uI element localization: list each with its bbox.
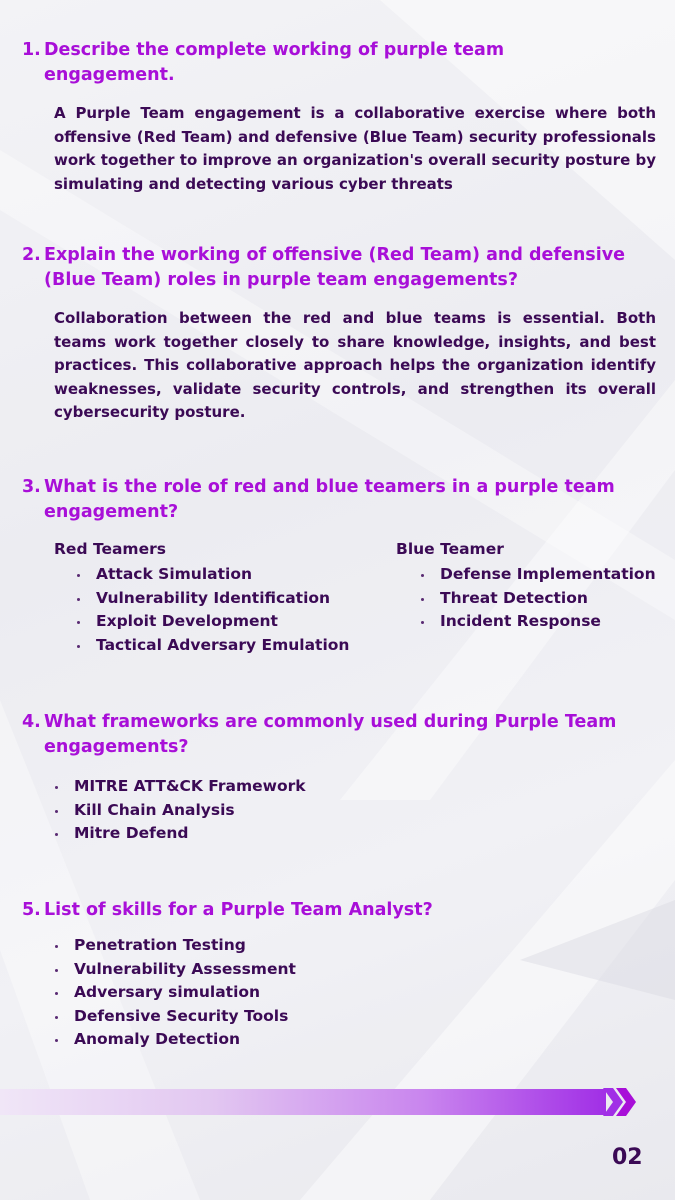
list-item: Vulnerability Identification	[74, 587, 349, 611]
question-4-title	[22, 710, 642, 760]
list-item: Attack Simulation	[74, 563, 349, 587]
red-teamers-label: Red Teamers	[54, 540, 166, 558]
question-4-title-line2: engagements?	[44, 737, 189, 757]
red-teamers-list	[74, 563, 349, 657]
question-2-title-line1: Explain the working of offensive (Red Team) and defensive	[44, 245, 625, 265]
list-item: Mitre Defend	[52, 822, 306, 846]
question-3-title	[22, 475, 642, 525]
list-item: Vulnerability Assessment	[52, 958, 296, 982]
list-item: Threat Detection	[418, 587, 656, 611]
chevron-right-icon	[603, 1086, 639, 1118]
blue-teamer-list	[418, 563, 656, 634]
question-2-answer: Collaboration between the red and blue teams is essential. Both teams work together closely to share knowledge, insights, and best practices. This collaborative approach helps the organization identify weaknesses, validate security controls, and strengthen its overall cybersecurity posture.	[54, 309, 656, 421]
question-1-title-line1: Describe the complete working of purple team	[44, 40, 505, 60]
list-item: Incident Response	[418, 610, 656, 634]
list-item: Penetration Testing	[52, 934, 296, 958]
question-2-number: 2.	[22, 245, 41, 265]
question-1-number: 1.	[22, 40, 41, 60]
question-1-title	[22, 38, 642, 88]
list-item: Tactical Adversary Emulation	[74, 634, 349, 658]
question-3-title-line1: What is the role of red and blue teamers in a purple team	[44, 477, 615, 497]
question-3-title-line2: engagement?	[44, 502, 179, 522]
list-item: Adversary simulation	[52, 981, 296, 1005]
progress-bar	[0, 1089, 606, 1115]
list-item: Defensive Security Tools	[52, 1005, 296, 1029]
question-2-title	[22, 243, 642, 293]
list-item: Defense Implementation	[418, 563, 656, 587]
question-4-number: 4.	[22, 712, 41, 732]
list-item: Anomaly Detection	[52, 1028, 296, 1052]
question-5-title-line1: List of skills for a Purple Team Analyst?	[44, 900, 433, 920]
question-5-number: 5.	[22, 900, 41, 920]
question-2-title-line2: (Blue Team) roles in purple team engagements?	[44, 270, 518, 290]
list-item: MITRE ATT&CK Framework	[52, 775, 306, 799]
skills-list	[52, 934, 296, 1052]
question-1-answer: A Purple Team engagement is a collaborative exercise where both offensive (Red Team) and defensive (Blue Team) security professionals work together to improve an organization's overall security posture by simulating and detecting various cyber threats	[54, 104, 656, 193]
list-item: Kill Chain Analysis	[52, 799, 306, 823]
list-item: Exploit Development	[74, 610, 349, 634]
question-4-title-line1: What frameworks are commonly used during Purple Team	[44, 712, 617, 732]
question-5-title	[22, 898, 642, 923]
blue-teamer-label: Blue Teamer	[396, 540, 504, 558]
question-3-number: 3.	[22, 477, 41, 497]
question-1-title-line2: engagement.	[44, 65, 175, 85]
page-number: 02	[612, 1145, 643, 1170]
frameworks-list	[52, 775, 306, 846]
